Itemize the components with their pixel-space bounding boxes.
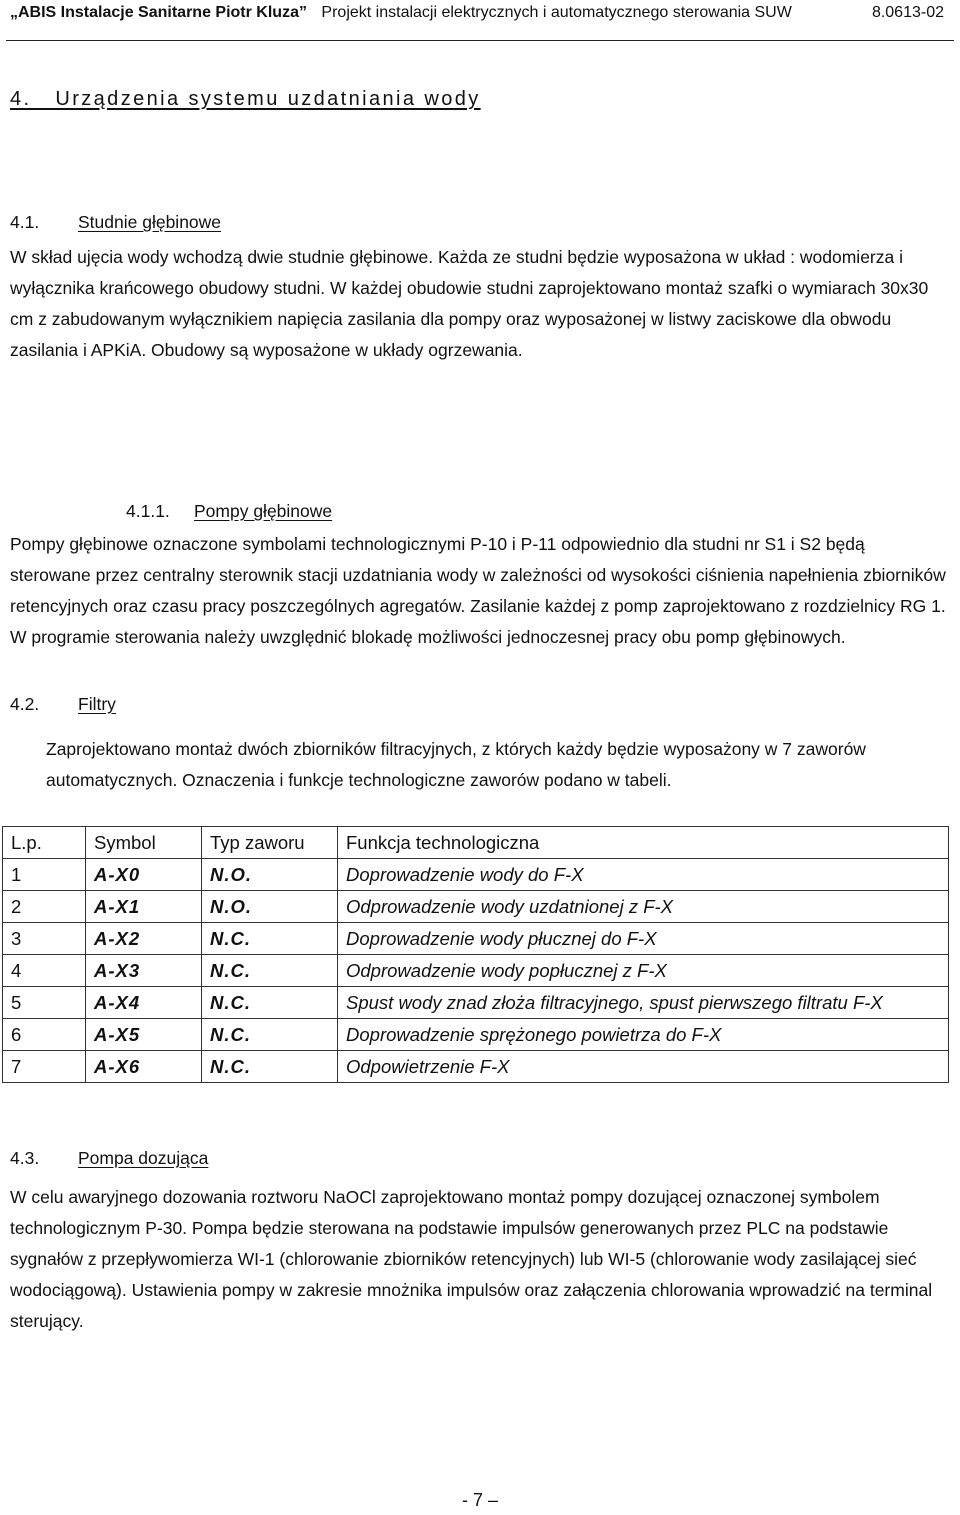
cell-symbol: A-X2: [86, 923, 202, 955]
cell-type: N.C.: [202, 1019, 338, 1051]
section-heading: 4. Urządzenia systemu uzdatniania wody: [10, 88, 481, 110]
paragraph-dosing-pump: W celu awaryjnego dozowania roztworu NaOCl zaprojektowano montaż pompy dozującej oznaczonej symbolem technologicznym P-30. Pompa będzie sterowana na podstawie impulsów generowanych przez PLC na podstawie sygnałów z przepływomierza WI-1 (chlorowanie zbiorników retencyjnych) lub WI-5 (chlorowanie wody zasilającej sieć wodociągową). Ustawienia pompy w zakresie mnożnika impulsów oraz załączenia chlorowania wprowadzić na terminal sterujący.: [10, 1187, 933, 1331]
table-row: [3, 955, 949, 987]
cell-function: Doprowadzenie wody do F-X: [338, 859, 949, 891]
table-row: [3, 923, 949, 955]
cell-type: N.C.: [202, 955, 338, 987]
cell-lp: 1: [3, 859, 86, 891]
cell-function: Odprowadzenie wody uzdatnionej z F-X: [338, 891, 949, 923]
subsection-heading-4-1: [10, 207, 950, 238]
subsection-title: Studnie głębinowe: [78, 212, 222, 232]
cell-symbol: A-X4: [86, 987, 202, 1019]
column-header: Symbol: [86, 827, 202, 859]
paragraph-filters: Zaprojektowano montaż dwóch zbiorników filtracyjnych, z których każdy będzie wyposażony w 7 zaworów automatycznych. Oznaczenia i funkcje technologiczne zaworów podano w tabeli.: [46, 739, 866, 790]
paragraph-pumps: Pompy głębinowe oznaczone symbolami technologicznymi P-10 i P-11 odpowiednio dla studni nr S1 i S2 będą sterowane przez centralny sterownik stacji uzdatniania wody w zależności od wysokości ciśnienia napełnienia zbiorników retencyjnych oraz czasu pracy poszczególnych agregatów. Zasilanie każdej z pomp zaprojektowano z rozdzielnicy RG 1. W programie sterowania należy uwzględnić blokadę możliwości jednoczesnej pracy obu pomp głębinowych.: [10, 534, 946, 647]
cell-function: Spust wody znad złoża filtracyjnego, spust pierwszego filtratu F-X: [338, 987, 949, 1019]
subsection-number: 4.3.: [10, 1148, 40, 1168]
table-row: [3, 891, 949, 923]
table-row: [3, 987, 949, 1019]
subsection-title: Pompa dozująca: [78, 1148, 209, 1168]
subsection-heading-4-3: [10, 1143, 950, 1174]
header-code: 8.0613-02: [871, 4, 944, 21]
cell-function: Doprowadzenie sprężonego powietrza do F-X: [338, 1019, 949, 1051]
cell-type: N.C.: [202, 1051, 338, 1083]
document-body: [10, 84, 950, 1337]
cell-lp: 2: [3, 891, 86, 923]
table-row: [3, 859, 949, 891]
cell-type: N.O.: [202, 891, 338, 923]
paragraph-wells: W skład ujęcia wody wchodzą dwie studnie głębinowe. Każda ze studni będzie wyposażona w układ : wodomierza i wyłącznika krańcowego obudowy studni. W każdej obudowie studni zaprojektowano montaż szafki o wymiarach 30x30 cm z zabudowanym wyłącznikiem napięcia zasilania dla pompy oraz wyposażonej w listwy zaciskowe dla obwodu zasilania i APKiA. Obudowy są wyposażone w układy ogrzewania.: [10, 247, 929, 360]
cell-lp: 5: [3, 987, 86, 1019]
column-header: Funkcja technologiczna: [338, 827, 949, 859]
subsection-number: 4.1.: [10, 212, 40, 232]
table-row: [3, 1019, 949, 1051]
cell-symbol: A-X6: [86, 1051, 202, 1083]
cell-symbol: A-X5: [86, 1019, 202, 1051]
header-company: „ABIS Instalacje Sanitarne Piotr Kluza”: [10, 4, 307, 21]
cell-symbol: A-X0: [86, 859, 202, 891]
cell-type: N.C.: [202, 923, 338, 955]
subsection-title: Pompy głębinowe: [194, 501, 333, 521]
cell-lp: 3: [3, 923, 86, 955]
cell-symbol: A-X3: [86, 955, 202, 987]
cell-lp: 7: [3, 1051, 86, 1083]
table-header-row: [3, 827, 949, 859]
valves-table: [2, 826, 949, 1083]
column-header: L.p.: [3, 827, 86, 859]
cell-function: Doprowadzenie wody płucznej do F-X: [338, 923, 949, 955]
cell-lp: 4: [3, 955, 86, 987]
header-divider: [6, 40, 954, 41]
subsection-number: 4.1.1.: [126, 501, 170, 521]
header-project: Projekt instalacji elektrycznych i automatycznego sterowania SUW: [321, 4, 792, 21]
cell-symbol: A-X1: [86, 891, 202, 923]
page-number: - 7 –: [461, 1490, 499, 1510]
cell-type: N.C.: [202, 987, 338, 1019]
table-row: [3, 1051, 949, 1083]
cell-lp: 6: [3, 1019, 86, 1051]
page-header: [10, 0, 950, 26]
subsection-heading-4-2: [10, 689, 950, 720]
subsection-heading-4-1-1: [10, 496, 950, 527]
cell-type: N.O.: [202, 859, 338, 891]
column-header: Typ zaworu: [202, 827, 338, 859]
cell-function: Odpowietrzenie F-X: [338, 1051, 949, 1083]
subsection-number: 4.2.: [10, 694, 40, 714]
cell-function: Odprowadzenie wody popłucznej z F-X: [338, 955, 949, 987]
subsection-title: Filtry: [78, 694, 116, 714]
